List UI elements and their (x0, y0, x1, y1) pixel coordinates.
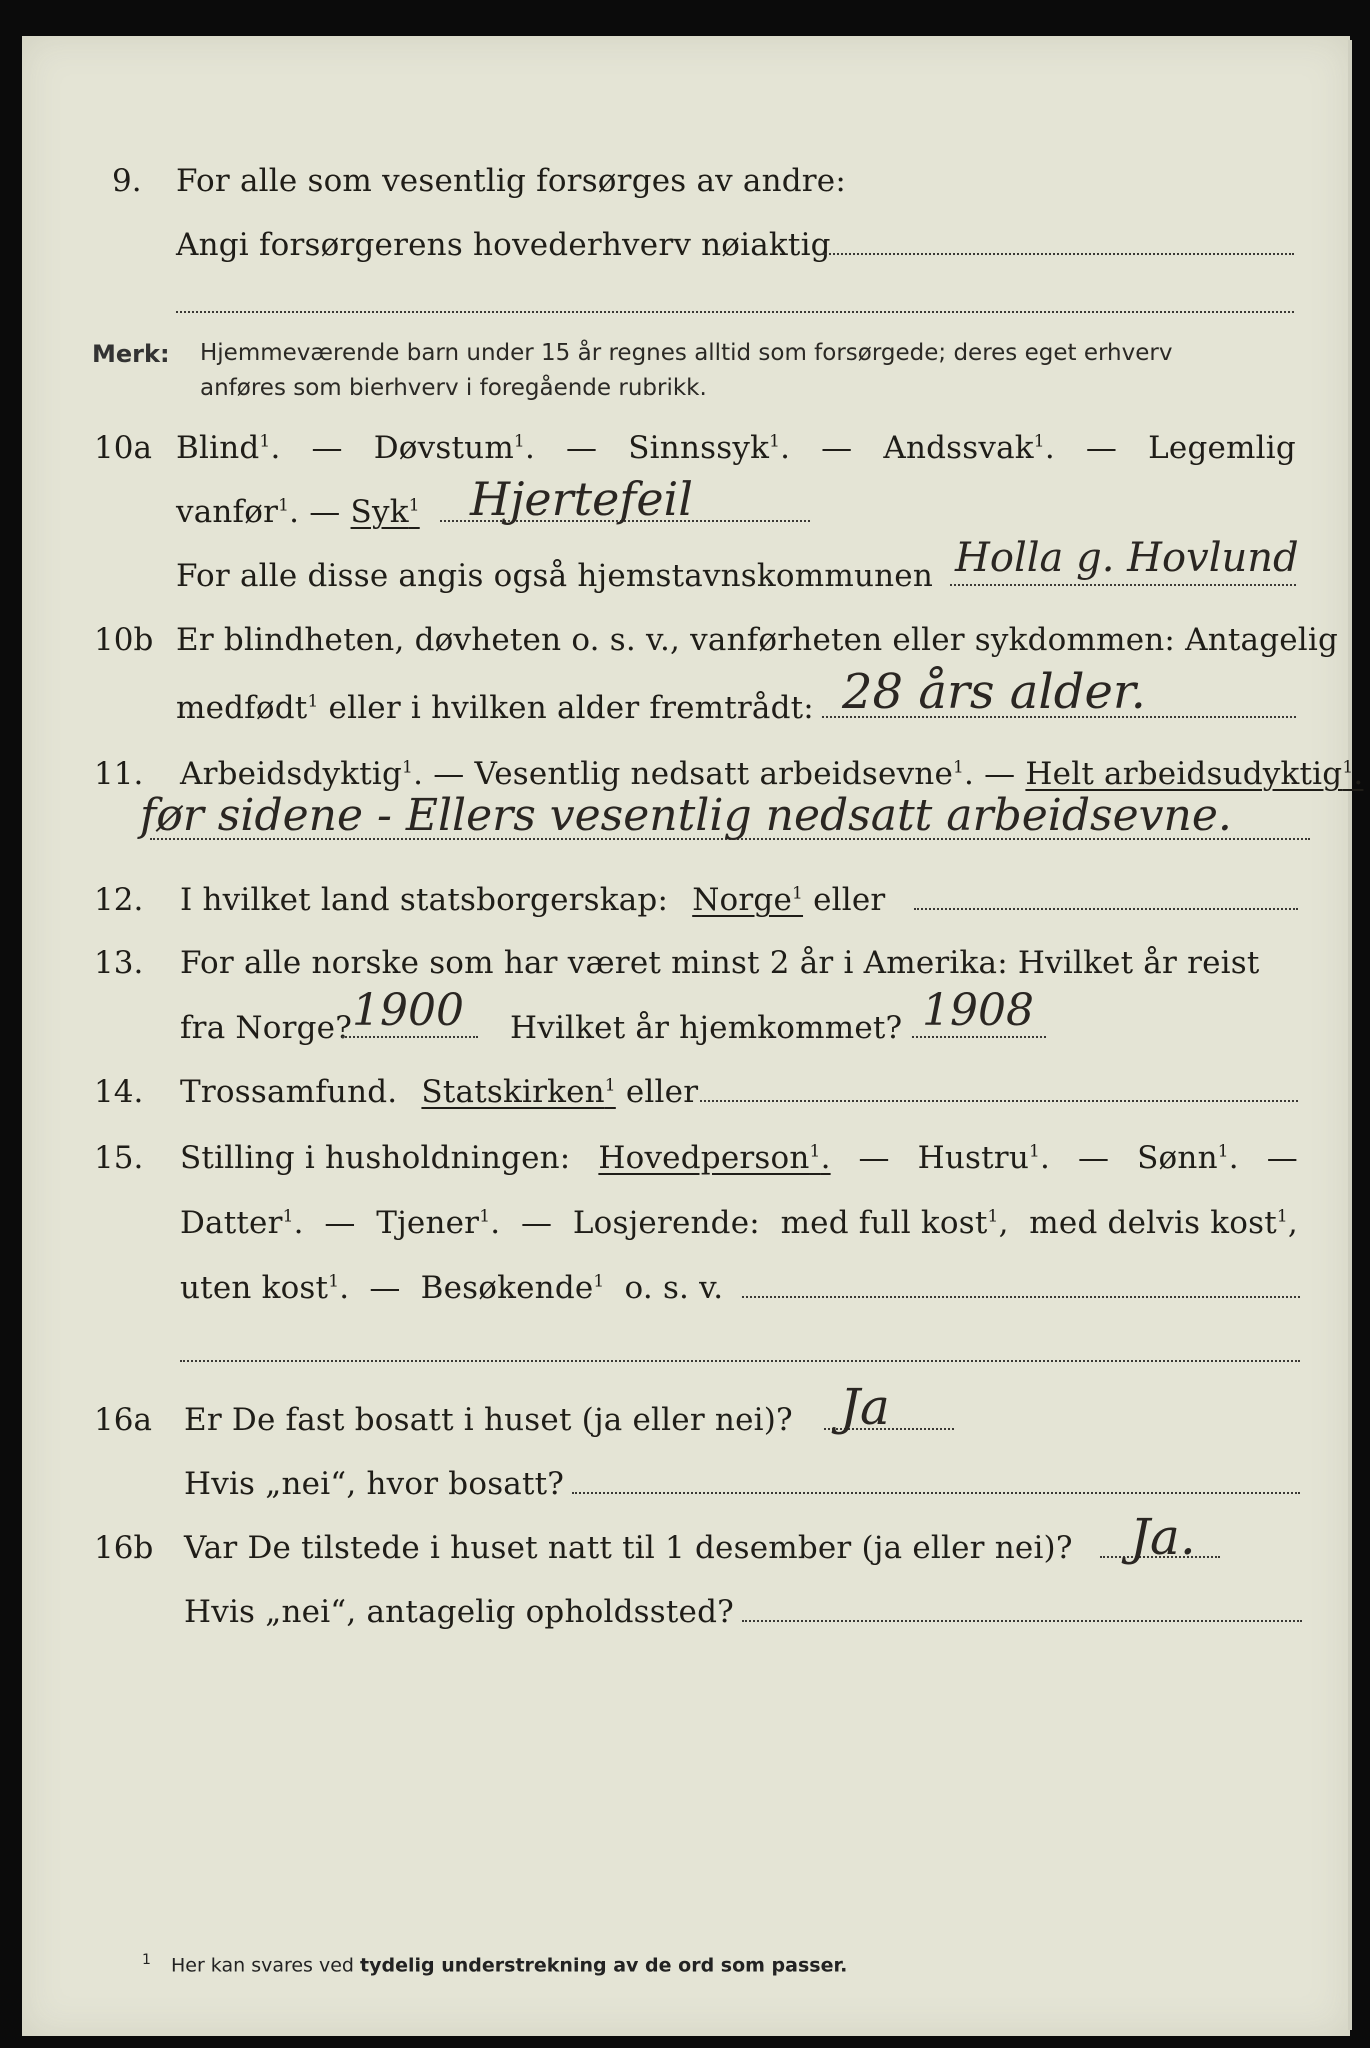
opt-vanfor[interactable]: vanfør$^1$. (176, 494, 300, 530)
q16b-answer: Ja. (1130, 1508, 1196, 1566)
q12-eller: eller (813, 882, 886, 918)
q10b-line2-text: eller i hvilken alder fremtrådt: (328, 690, 814, 726)
opt-statskirken[interactable]: Statskirken$^1$ (421, 1074, 616, 1110)
dash: — (369, 1270, 401, 1306)
opt-hustru[interactable]: Hustru$^1$. (917, 1140, 1051, 1176)
q13-reist-line[interactable] (342, 1036, 478, 1038)
opt-sonn[interactable]: Sønn$^1$. (1137, 1140, 1239, 1176)
q16b-line2: Hvis „nei“, antagelig opholdssted? (184, 1594, 734, 1630)
q15-osv: o. s. v. (624, 1270, 724, 1306)
q12-number: 12. (94, 882, 144, 918)
footnote-bold-text: tydelig understrekning av de ord som passer. (360, 1954, 848, 1977)
opt-hovedperson[interactable]: Hovedperson$^1$. (598, 1140, 831, 1176)
opt-norge[interactable]: Norge$^1$ (692, 882, 804, 918)
q15-line2 (180, 1205, 1298, 1241)
dash: — (821, 430, 853, 466)
dash: — (858, 1140, 890, 1176)
q9-answer-line[interactable] (822, 253, 1294, 255)
q10b-line1: Er blindheten, døvheten o. s. v., vanførheten eller sykdommen: Antagelig (176, 622, 1339, 658)
dash: — (311, 430, 343, 466)
q15-line1 (180, 1140, 1298, 1176)
q10a-syk-answer: Hjertefeil (470, 472, 693, 526)
q14-eller: eller (625, 1074, 699, 1110)
q10a-kommune-line[interactable] (950, 584, 1296, 586)
q12-answer-line[interactable] (914, 908, 1298, 910)
opt-sinnssyk[interactable]: Sinnssyk$^1$. (628, 430, 791, 466)
opt-tjener[interactable]: Tjener$^1$. (376, 1205, 501, 1241)
q10a-line3: For alle disse angis også hjemstavnskommunen (176, 558, 933, 594)
merk-label: Merk: (92, 340, 170, 368)
opt-datter[interactable]: Datter$^1$. (180, 1205, 304, 1241)
dash: — (324, 1205, 356, 1241)
q16b-line1: Var De tilstede i huset natt til 1 desember (ja eller nei)? (184, 1530, 1073, 1566)
q14-text: Trossamfund. (180, 1074, 398, 1110)
q12-text: I hvilket land statsborgerskap: (180, 882, 669, 918)
dash: — (309, 494, 341, 530)
merk-line2: anføres som bierhverv i foregående rubrikk. (200, 375, 707, 401)
q14-number: 14. (94, 1074, 144, 1110)
q13-fra-label: fra Norge? (180, 1010, 353, 1046)
q16a-answer: Ja (840, 1378, 890, 1436)
dash: — (1266, 1140, 1298, 1176)
q16a-bosatt-line[interactable] (572, 1492, 1300, 1494)
q13-hjem-label: Hvilket år hjemkommet? (510, 1010, 903, 1046)
dash: — (984, 756, 1016, 792)
q15-line3 (180, 1270, 723, 1306)
q9-line1: For alle som vesentlig forsørges av andre: (176, 163, 846, 199)
q11-line1 (180, 756, 1363, 792)
sheet-edge (1348, 40, 1352, 2030)
opt-full-kost[interactable]: med full kost$^1$, (780, 1205, 1009, 1241)
q16b-sted-line[interactable] (742, 1620, 1302, 1622)
merk-line1: Hjemmeværende barn under 15 år regnes alltid som forsørgede; deres eget erhverv (200, 340, 1173, 366)
q10b-line2 (176, 690, 814, 726)
footnote-text: Her kan svares ved (170, 1954, 354, 1977)
footnote (142, 1952, 847, 1976)
q16a-number: 16a (94, 1402, 152, 1438)
q16b-number: 16b (94, 1530, 154, 1566)
q11-answer: før sidene - Ellers vesentlig nedsatt arbeidsevne. (140, 790, 1232, 841)
q11-number: 11. (94, 756, 144, 792)
opt-medfodt[interactable]: medfødt$^1$ (176, 690, 319, 726)
footnote-mark: 1 (142, 1952, 151, 1968)
q15-answer-line-2[interactable] (180, 1360, 1300, 1362)
q15-lead: Stilling i husholdningen: (180, 1140, 571, 1176)
q10b-answer: 28 års alder. (842, 664, 1146, 720)
opt-arbeidsdyktig[interactable]: Arbeidsdyktig$^1$. (180, 756, 424, 792)
dash: — (1078, 1140, 1110, 1176)
q9-line2: Angi forsørgerens hovederhverv nøiaktig (176, 227, 831, 263)
q13-line1: For alle norske som har været minst 2 år i Amerika: Hvilket år reist (180, 945, 1260, 981)
opt-helt-arbeidsudyktig[interactable]: Helt arbeidsudyktig$^1$. (1025, 756, 1364, 792)
q13-hjem-line[interactable] (912, 1036, 1046, 1038)
dash: — (433, 756, 465, 792)
q16a-line1: Er De fast bosatt i huset (ja eller nei)? (184, 1402, 793, 1438)
opt-uten-kost[interactable]: uten kost$^1$. (180, 1270, 350, 1306)
opt-andssvak[interactable]: Andssvak$^1$. (883, 430, 1055, 466)
opt-legemlig[interactable]: Legemlig (1148, 430, 1296, 466)
opt-besokende[interactable]: Besøkende$^1$ (420, 1270, 605, 1306)
q10a-line2 (176, 494, 420, 530)
q15-losjerende: Losjerende: (572, 1205, 760, 1241)
q14-answer-line[interactable] (700, 1100, 1298, 1102)
q9-answer-line-2[interactable] (176, 311, 1294, 313)
q10a-line1 (176, 430, 1296, 466)
q13-reist-answer: 1900 (352, 985, 464, 1036)
dash: — (1085, 430, 1118, 466)
q10b-number: 10b (94, 622, 154, 658)
q14-line (180, 1074, 698, 1110)
q13-number: 13. (94, 945, 144, 981)
q9-number: 9. (112, 163, 142, 199)
opt-blind[interactable]: Blind$^1$. (176, 430, 281, 466)
opt-vesentlig-nedsatt[interactable]: Vesentlig nedsatt arbeidsevne$^1$. (474, 756, 975, 792)
opt-syk[interactable]: Syk$^1$ (350, 494, 420, 530)
q10a-number: 10a (94, 430, 152, 466)
q10a-kommune-answer: Holla g. Hovlund (955, 535, 1299, 581)
dash: — (520, 1205, 553, 1241)
opt-dovstum[interactable]: Døvstum$^1$. (373, 430, 536, 466)
opt-delvis-kost[interactable]: med delvis kost$^1$, (1029, 1205, 1298, 1241)
q15-number: 15. (94, 1140, 144, 1176)
q12-line (180, 882, 885, 918)
dash: — (566, 430, 598, 466)
q16a-line2: Hvis „nei“, hvor bosatt? (184, 1466, 565, 1502)
q13-hjem-answer: 1908 (922, 985, 1034, 1036)
q15-answer-line[interactable] (742, 1296, 1300, 1298)
